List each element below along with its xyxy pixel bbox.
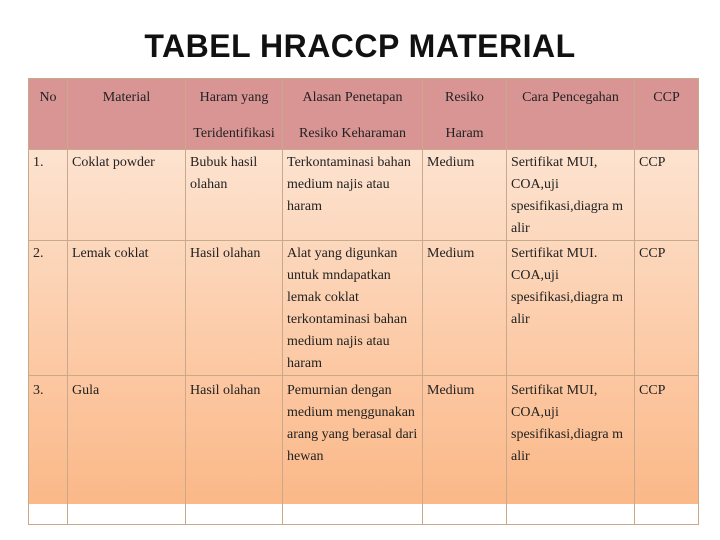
header-cara-pencegahan: [507, 79, 635, 150]
table-row: [29, 241, 699, 376]
cell-alasan: Terkontaminasi bahan medium najis atau haram: [283, 150, 423, 241]
table-header-row: [29, 79, 699, 150]
header-alasan-line2: Resiko Keharaman: [299, 126, 406, 141]
cell-no: 2.: [29, 241, 68, 376]
cell-haram-yang: Hasil olahan: [186, 376, 283, 525]
cell-no: 1.: [29, 150, 68, 241]
header-material-label: Material: [102, 90, 151, 105]
header-haram-yang: [186, 79, 283, 150]
header-resiko-line2: Haram: [445, 126, 484, 141]
header-ccp: [635, 79, 699, 150]
header-resiko-line1: Resiko: [445, 90, 484, 105]
cell-alasan: Alat yang digunkan untuk mndapatkan lemak coklat terkontaminasi bahan medium najis atau haram: [283, 241, 423, 376]
cell-resiko: Medium: [423, 150, 507, 241]
cell-material: Gula: [68, 376, 186, 525]
cell-cara: Sertifikat MUI, COA,uji spesifikasi,diagra m alir: [507, 150, 635, 241]
cell-alasan: Pemurnian dengan medium menggunakan arang yang berasal dari hewan: [283, 376, 423, 525]
cell-ccp: CCP: [635, 376, 699, 525]
page-title: TABEL HRACCP MATERIAL: [144, 28, 576, 64]
cell-resiko: Medium: [423, 241, 507, 376]
header-resiko: [423, 79, 507, 150]
cell-haram-yang: Bubuk hasil olahan: [186, 150, 283, 241]
cell-ccp: CCP: [635, 241, 699, 376]
header-ccp-label: CCP: [653, 90, 680, 105]
header-alasan-line1: Alasan Penetapan: [302, 90, 403, 105]
table-row: [29, 150, 699, 241]
cell-haram-yang: Hasil olahan: [186, 241, 283, 376]
cell-material: Lemak coklat: [68, 241, 186, 376]
cell-cara: Sertifikat MUI. COA,uji spesifikasi,diagra m alir: [507, 241, 635, 376]
cell-resiko: Medium: [423, 376, 507, 525]
header-no: [29, 79, 68, 150]
cell-cara: Sertifikat MUI, COA,uji spesifikasi,diagra m alir: [507, 376, 635, 525]
header-material: [68, 79, 186, 150]
cell-no: 3.: [29, 376, 68, 525]
table-row: [29, 376, 699, 525]
header-haram-yang-line1: Haram yang: [199, 90, 269, 105]
cell-material: Coklat powder: [68, 150, 186, 241]
header-haram-yang-line2: Teridentifikasi: [193, 126, 275, 141]
header-cara-label: Cara Pencegahan: [522, 90, 619, 105]
header-alasan: [283, 79, 423, 150]
header-no-label: No: [39, 90, 57, 105]
hraccp-table: [28, 78, 699, 525]
cell-ccp: CCP: [635, 150, 699, 241]
